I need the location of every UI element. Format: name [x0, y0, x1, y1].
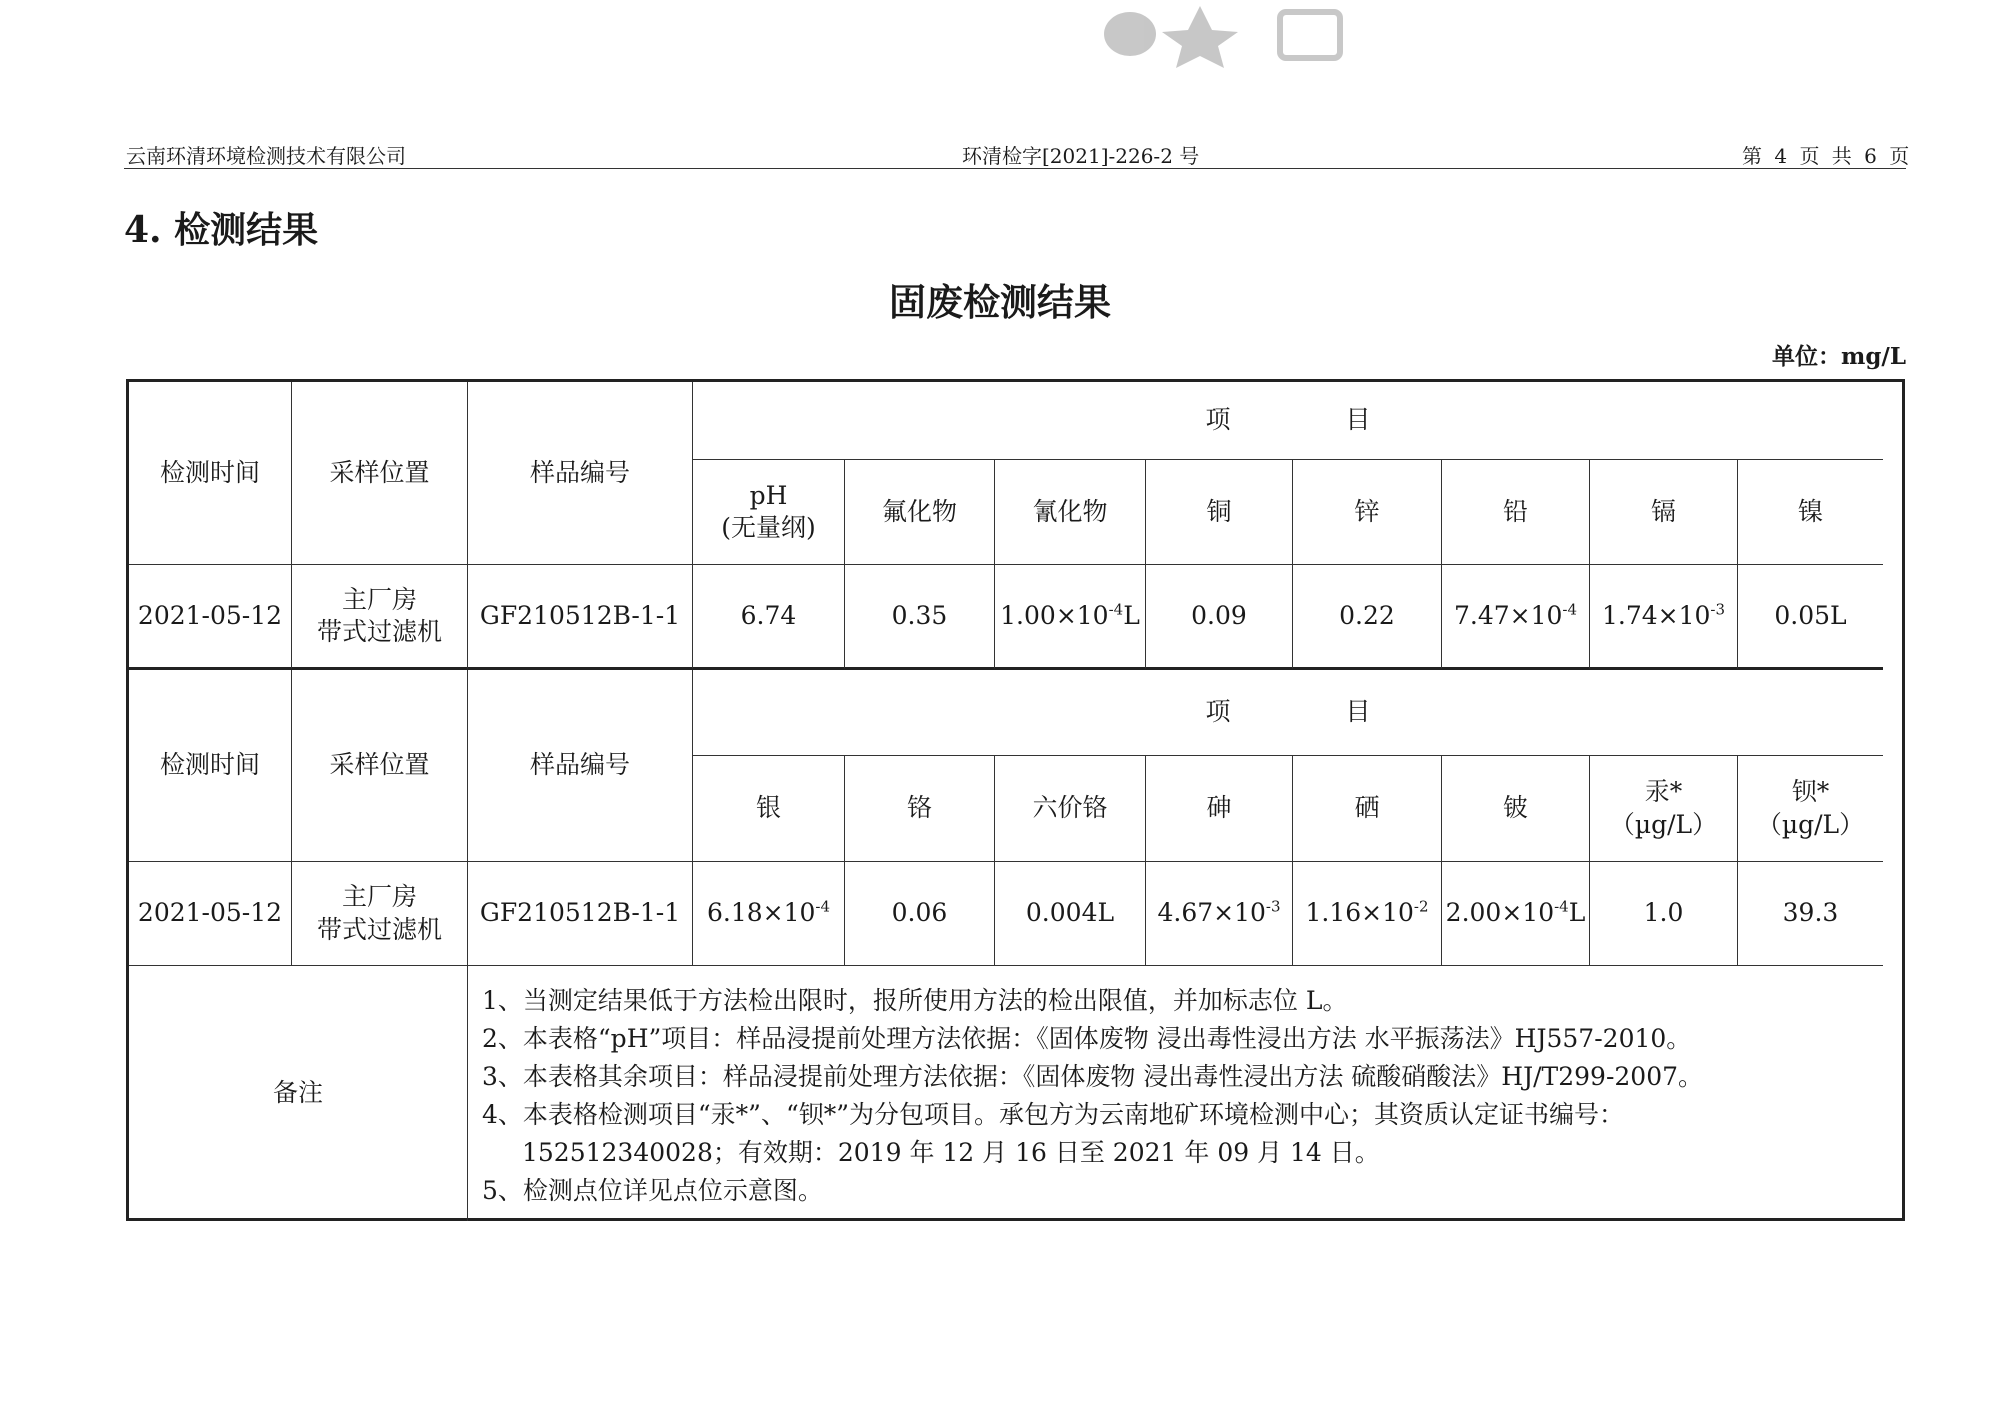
results-grid: [129, 382, 1902, 1218]
result-value: [892, 600, 948, 633]
header-test-time: 检测时间: [129, 382, 292, 565]
block2-item-name: 汞*: [1644, 777, 1683, 806]
section-title: 4. 检测结果: [124, 209, 319, 251]
result-value-cell: [845, 862, 995, 966]
block2-item-unit: （µg/L）: [1609, 809, 1718, 839]
result-value-cell: [995, 565, 1146, 670]
result-value: [1783, 897, 1839, 930]
table-title: 固废检测结果: [889, 280, 1111, 324]
header-sample-id: 样品编号: [468, 382, 693, 565]
header-rule: [124, 168, 1906, 169]
result-value-cell: [1738, 565, 1883, 670]
note-1: 1、当测定结果低于方法检出限时，报所使用方法的检出限值，并加标志位 L。: [482, 986, 1348, 1015]
result-value-cell: [1293, 862, 1442, 966]
note-5: 5、检测点位详见点位示意图。: [482, 1176, 823, 1205]
block1-item-unit: (无量纲): [721, 513, 816, 542]
result-value: [1000, 600, 1140, 633]
notes-content: [468, 966, 1883, 1221]
block1-item-header: [995, 460, 1146, 565]
result-value-cell: [845, 565, 995, 670]
value-exponent: -4: [1108, 600, 1124, 619]
notes-label: 备注: [129, 966, 468, 1221]
header2-items: [693, 670, 1883, 756]
row1-sample-id: GF210512B-1-1: [468, 565, 693, 670]
header-items-a: 项: [1205, 405, 1231, 435]
result-value-cell: [1590, 565, 1738, 670]
block2-item-name: 钡*: [1791, 777, 1830, 806]
block1-item-header: [1293, 460, 1442, 565]
result-value: [707, 897, 830, 930]
block2-item-header: [995, 756, 1146, 862]
result-value: [1305, 897, 1428, 930]
block2-item-header: [1590, 756, 1738, 862]
value-exponent: -4: [815, 897, 831, 916]
value-base: 1.00×10: [1000, 600, 1109, 630]
block1-item-name: 锌: [1354, 496, 1380, 526]
block2-item-name: 硒: [1354, 793, 1380, 823]
value-base: 6.18×10: [706, 898, 816, 928]
value-base: 0.004L: [1025, 898, 1115, 928]
block2-item-name: 铍: [1502, 793, 1528, 823]
result-value: [892, 897, 948, 930]
report-number: 环清检字[2021]-226-2 号: [962, 144, 1200, 168]
block2-item-name: 铬: [906, 793, 932, 823]
header2-items-a: 项: [1205, 697, 1231, 727]
note-4: 4、本表格检测项目“汞*”、“钡*”为分包项目。承包方为云南地矿环境检测中心；其资质认定证书编号：: [482, 1100, 1625, 1129]
result-value-cell: [693, 862, 845, 966]
block2-item-header: [845, 756, 995, 862]
value-exponent: -3: [1265, 897, 1281, 916]
note-2: 2、本表格“pH”项目：样品浸提前处理方法依据：《固体废物 浸出毒性浸出方法 水平振荡法》HJ557-2010。: [482, 1024, 1692, 1053]
value-base: 4.67×10: [1157, 898, 1266, 928]
block2-item-name: 银: [755, 793, 781, 823]
value-base: 1.74×10: [1601, 600, 1711, 630]
value-base: 0.05L: [1774, 600, 1847, 630]
result-value: [1191, 600, 1247, 633]
block2-item-header: [1738, 756, 1883, 862]
value-exponent: -2: [1413, 897, 1429, 916]
block1-item-header: [1146, 460, 1293, 565]
row1-location-line1: 主厂房: [341, 584, 417, 614]
result-value-cell: [1293, 565, 1442, 670]
block1-item-name: pH: [749, 480, 788, 510]
result-value-cell: [1146, 565, 1293, 670]
unit-label: 单位：mg/L: [1772, 343, 1906, 370]
value-base: 0.35: [891, 600, 948, 630]
block1-item-header: [1738, 460, 1883, 565]
header-sampling-location: 采样位置: [292, 382, 468, 565]
results-table: [126, 379, 1905, 1221]
block1-item-name: 铜: [1206, 496, 1232, 526]
value-base: 7.47×10: [1453, 600, 1563, 630]
note-3: 3、本表格其余项目：样品浸提前处理方法依据：《固体废物 浸出毒性浸出方法 硫酸硝酸法》HJ/T299-2007。: [482, 1062, 1704, 1091]
block1-item-header: [1590, 460, 1738, 565]
block2-item-header: [693, 756, 845, 862]
row2-test-time: 2021-05-12: [129, 862, 292, 966]
result-value: [1774, 600, 1846, 633]
result-value-cell: [1442, 565, 1590, 670]
block2-item-unit: （µg/L）: [1756, 809, 1865, 839]
block1-item-header: [845, 460, 995, 565]
result-value-cell: [1146, 862, 1293, 966]
value-exponent: -3: [1710, 600, 1726, 619]
result-value-cell: [1738, 862, 1883, 966]
row1-test-time: 2021-05-12: [129, 565, 292, 670]
result-value: [1157, 897, 1280, 930]
block1-item-name: 氰化物: [1032, 496, 1108, 526]
page-info: 第 4 页 共 6 页: [1742, 144, 1913, 168]
result-value: [1454, 600, 1577, 633]
value-flag: L: [1568, 898, 1586, 928]
value-base: 0.06: [891, 898, 948, 928]
row2-sample-id: GF210512B-1-1: [468, 862, 693, 966]
value-exponent: -4: [1554, 897, 1569, 916]
block2-item-header: [1442, 756, 1590, 862]
block1-item-name: 铅: [1502, 496, 1528, 526]
value-base: 0.22: [1339, 600, 1395, 630]
value-base: 0.09: [1191, 600, 1247, 630]
block1-item-name: 氟化物: [881, 496, 957, 526]
result-value-cell: [1442, 862, 1590, 966]
result-value: [741, 600, 797, 633]
value-base: 2.00×10: [1445, 898, 1555, 928]
block1-item-name: 镍: [1797, 496, 1823, 526]
value-exponent: -4: [1562, 600, 1578, 619]
value-base: 1.0: [1643, 898, 1684, 928]
row2-location: [292, 862, 468, 966]
block1-item-header: [1442, 460, 1590, 565]
result-value: [1446, 897, 1586, 930]
value-flag: L: [1123, 600, 1140, 630]
row2-location-line1: 主厂房: [341, 882, 417, 911]
row1-location-line2: 带式过滤机: [316, 617, 442, 646]
result-value-cell: [995, 862, 1146, 966]
block2-item-name: 六价铬: [1032, 793, 1108, 823]
note-4-cont: 152512340028；有效期：2019 年 12 月 16 日至 2021 年 09 月 14 日。: [522, 1138, 1380, 1167]
result-value: [1644, 897, 1684, 930]
block2-item-header: [1146, 756, 1293, 862]
value-base: 6.74: [740, 600, 797, 630]
result-value: [1026, 897, 1114, 930]
company-name: 云南环清环境检测技术有限公司: [126, 144, 406, 168]
value-base: 1.16×10: [1305, 898, 1414, 928]
result-value: [1339, 600, 1395, 633]
block1-item-header: [693, 460, 845, 565]
header2-sample-id: 样品编号: [468, 670, 693, 862]
result-value: [1602, 600, 1725, 633]
header-items: [693, 382, 1883, 460]
value-base: 39.3: [1782, 898, 1839, 928]
row2-location-line2: 带式过滤机: [316, 914, 442, 944]
result-value-cell: [693, 565, 845, 670]
header2-sampling-location: 采样位置: [292, 670, 468, 862]
header2-items-b: 目: [1345, 697, 1371, 727]
header-items-b: 目: [1345, 405, 1371, 435]
row1-location: [292, 565, 468, 670]
result-value-cell: [1590, 862, 1738, 966]
seal-stamp-fragment: [1070, 0, 1370, 72]
header2-test-time: 检测时间: [129, 670, 292, 862]
block2-item-name: 砷: [1206, 793, 1232, 823]
block1-item-name: 镉: [1650, 496, 1676, 526]
block2-item-header: [1293, 756, 1442, 862]
